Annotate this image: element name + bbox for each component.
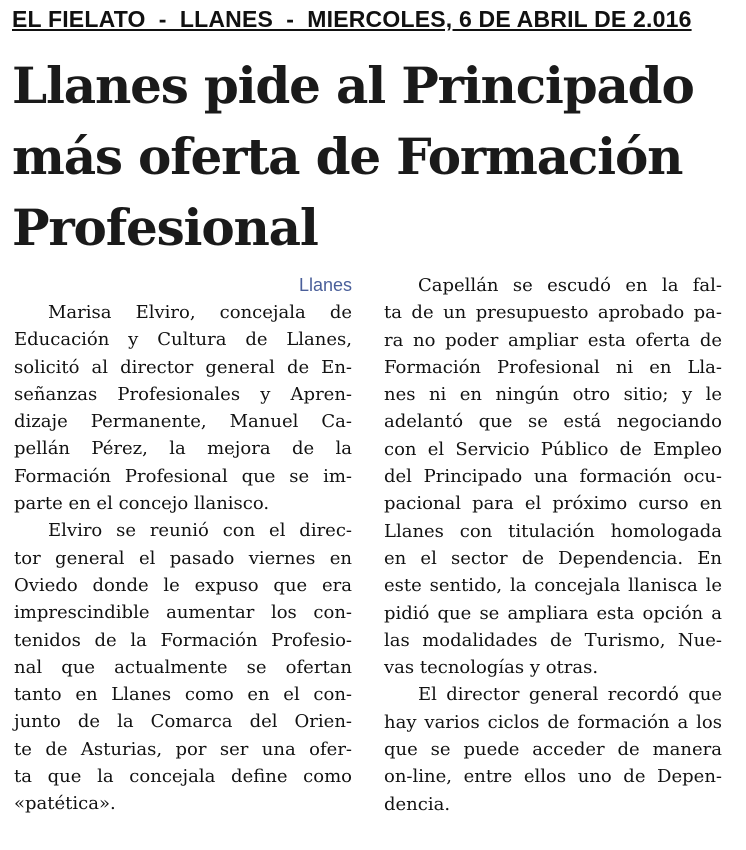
text-line: hay varios ciclos de formación a los (384, 711, 722, 733)
text-line: con el Servicio Público de Empleo (384, 438, 722, 460)
text-line: on-line, entre ellos uno de Depen- (384, 766, 722, 788)
headline-line: Profesional (12, 198, 318, 257)
text-line: Marisa Elviro, concejala de (48, 302, 352, 323)
text-line: señanzas Profesionales y Apren- (14, 383, 352, 405)
text-line: Llanes con titulación homologada (384, 520, 722, 542)
text-line: dizaje Permanente, Manuel Ca- (14, 411, 352, 433)
text-line: Educación y Cultura de Llanes, (14, 329, 352, 351)
text-line: te de Asturias, por ser una ofer- (14, 738, 352, 760)
text-line: «patética». (14, 793, 116, 815)
text-line: que se puede acceder de manera (384, 739, 722, 761)
headline-line: más oferta de Formación (12, 127, 683, 186)
text-line: Elviro se reunió con el direc- (48, 520, 352, 542)
headline-line: Llanes pide al Principado (12, 56, 694, 115)
headline (12, 50, 734, 263)
text-line: las modalidades de Turismo, Nue- (384, 629, 722, 651)
text-line: nes ni en ningún otro sitio; y le (384, 384, 722, 406)
text-line: en el sector de Dependencia. En (384, 547, 722, 569)
article-column-left (14, 272, 352, 818)
text-line: solicitó al director general de En- (14, 356, 352, 378)
text-line: tenidos de la Formación Profesio- (14, 629, 352, 651)
text-line: Formación Profesional que se im- (14, 465, 352, 487)
text-line: ra no poder ampliar esta oferta de (384, 329, 722, 351)
text-line: pacional para el próximo curso en (384, 493, 722, 515)
text-line: del Principado una formación ocu- (384, 466, 722, 488)
text-line: dencia. (384, 793, 451, 815)
text-line: adelantó que se está negociando (384, 411, 722, 433)
text-line: ta de un presupuesto aprobado pa- (384, 302, 722, 324)
text-line: Capellán se escudó en la fal- (418, 275, 722, 296)
text-line: este sentido, la concejala llanisca le (384, 575, 722, 597)
text-line: tanto en Llanes como en el con- (14, 684, 352, 706)
text-line: tor general el pasado viernes en (14, 547, 352, 569)
text-line: pidió que se ampliara esta opción a (384, 602, 722, 624)
text-line: parte en el concejo llanisco. (14, 493, 270, 515)
masthead: EL FIELATO - LLANES - MIERCOLES, 6 DE ABRIL DE 2.016 (12, 6, 692, 32)
text-line: junto de la Comarca del Orien- (14, 711, 352, 733)
text-line: vas tecnologías y otras. (384, 657, 599, 679)
text-line: Oviedo donde le expuso que era (14, 574, 352, 596)
text-line: ta que la concejala define como (14, 766, 352, 788)
text-line: Formación Profesional ni en Lla- (384, 356, 722, 378)
text-line: nal que actualmente se ofertan (14, 656, 352, 678)
dateline: Llanes (298, 275, 352, 295)
text-line: El director general recordó que (418, 684, 722, 706)
text-line: imprescindible aumentar los con- (14, 602, 352, 624)
article-column-right (384, 272, 722, 818)
text-line: pellán Pérez, la mejora de la (14, 438, 352, 460)
